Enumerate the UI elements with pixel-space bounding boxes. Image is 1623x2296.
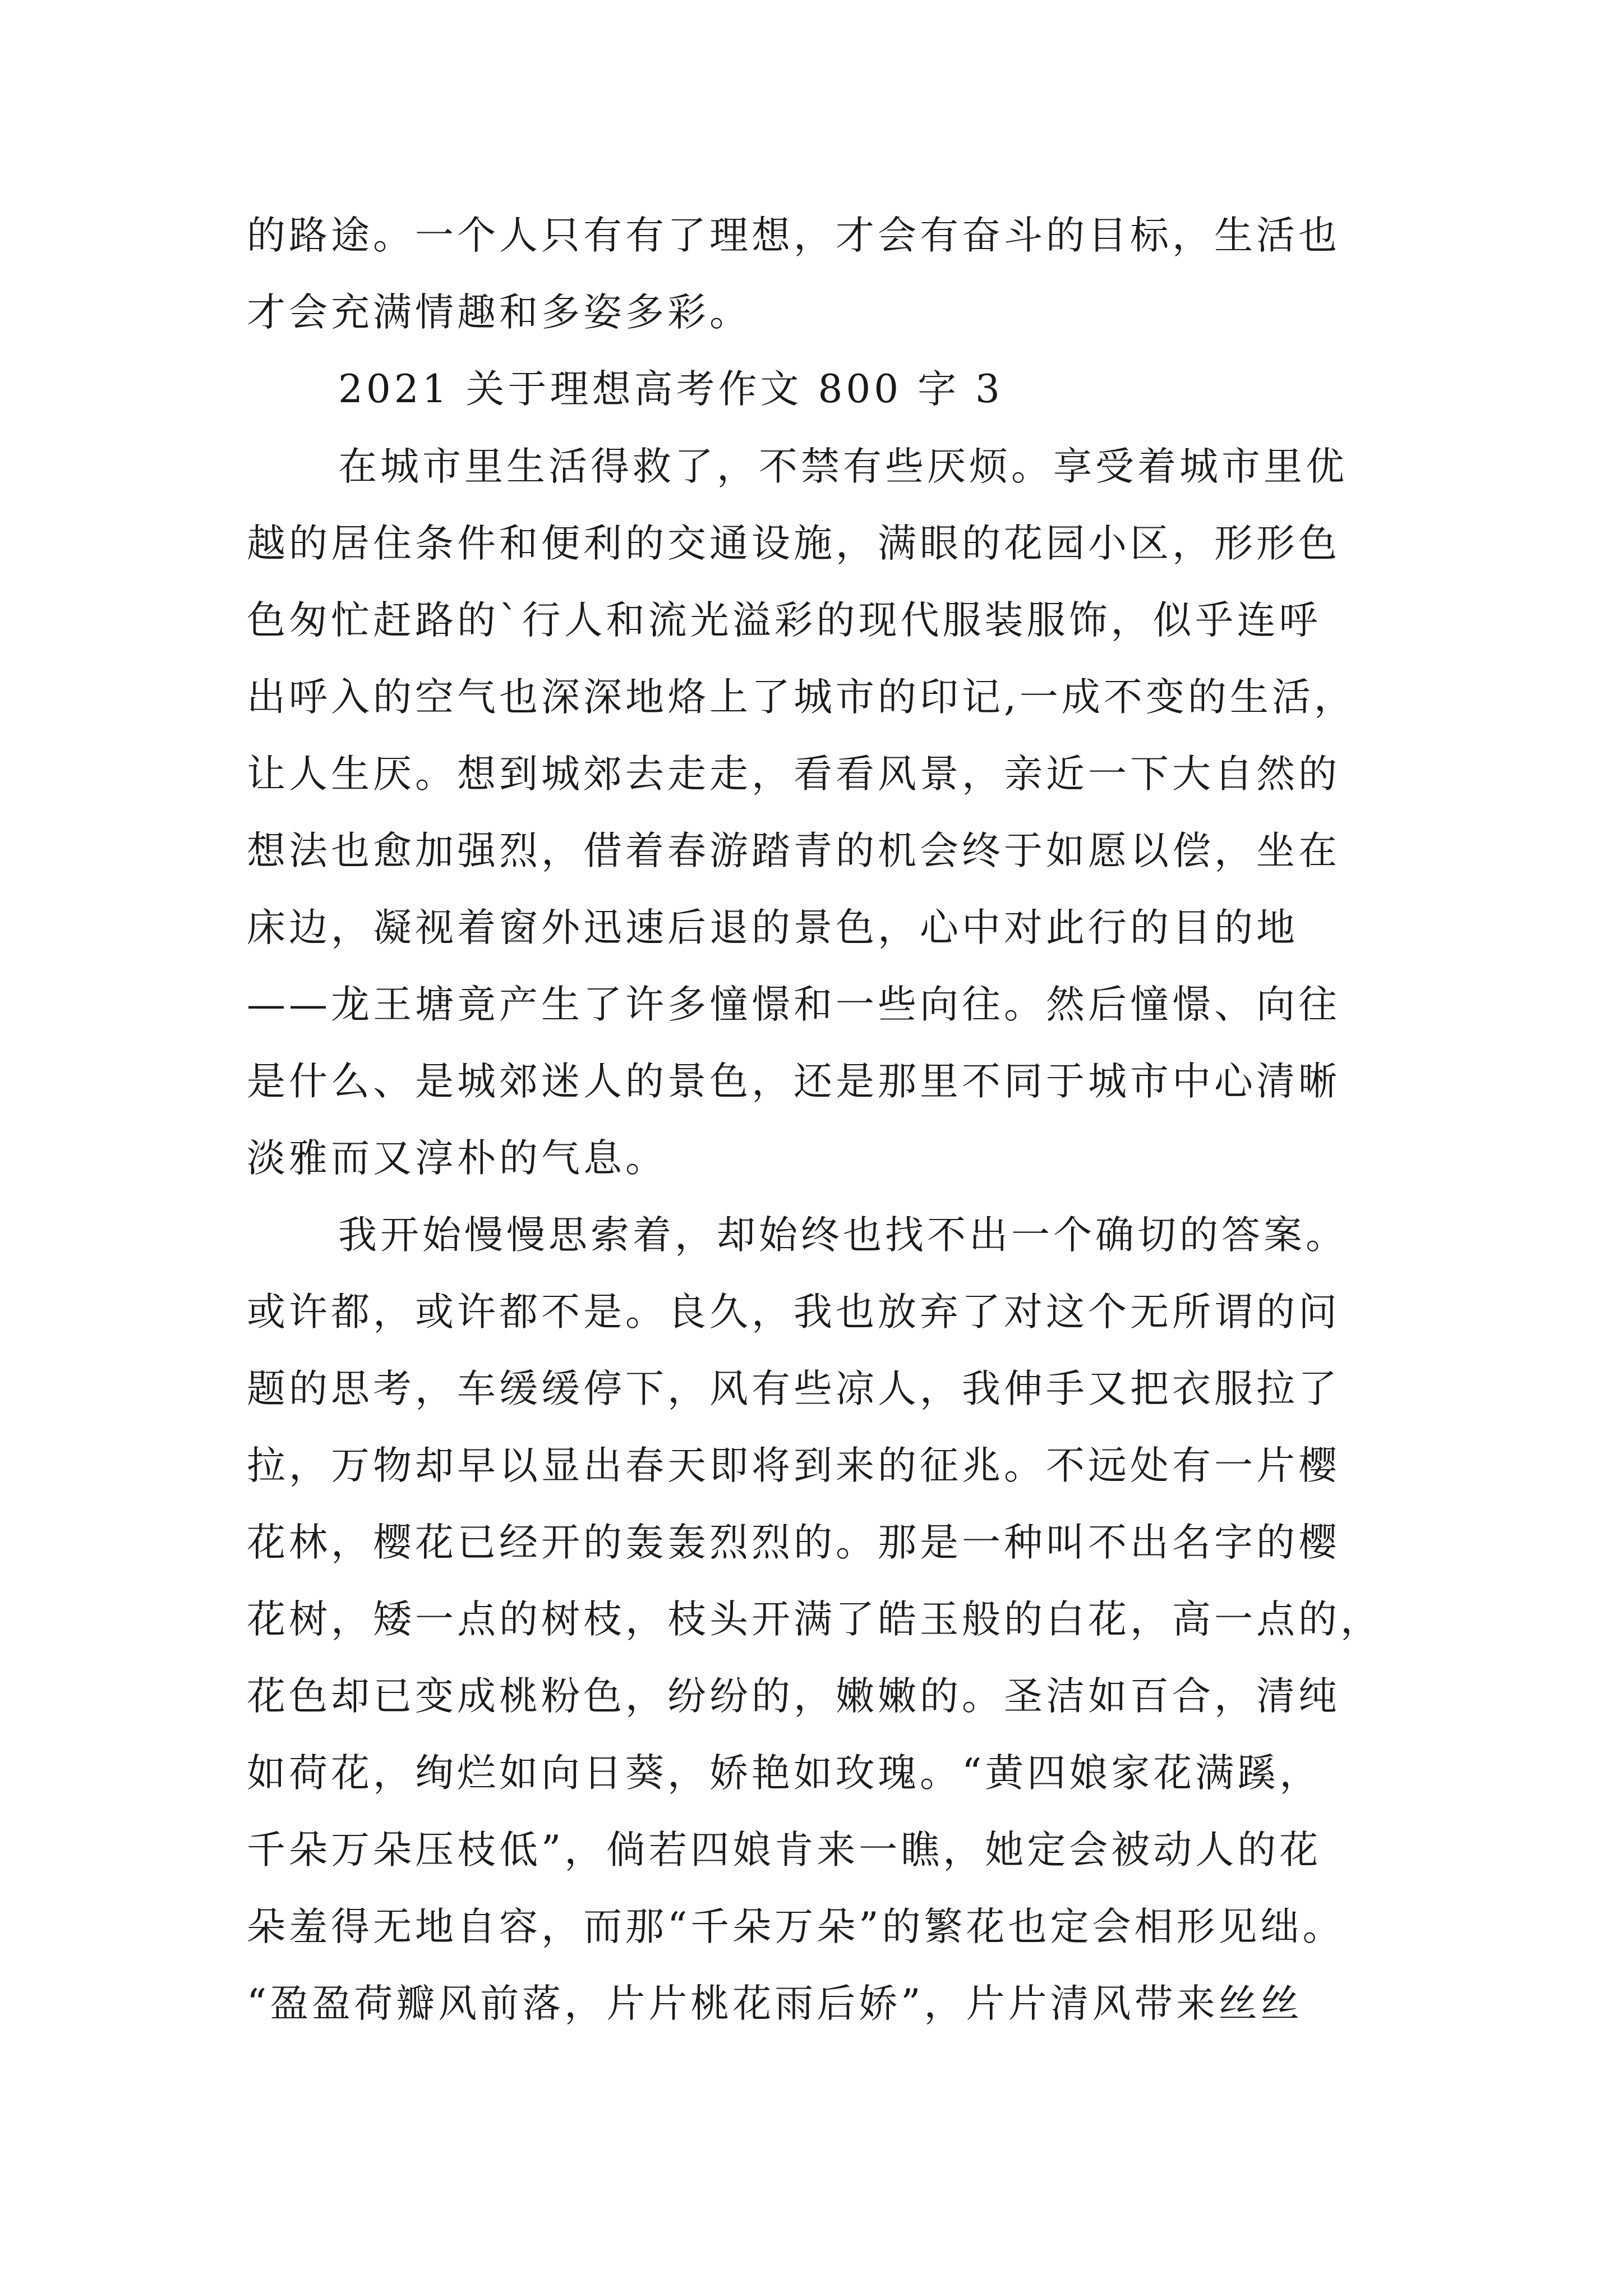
text-line: 想法也愈加强烈，借着春游踏青的机会终于如愿以偿，坐在	[247, 829, 1340, 873]
text-line: 的路途。一个人只有有了理想，才会有奋斗的目标，生活也	[247, 213, 1340, 258]
text-line: 出呼入的空气也深深地烙上了城市的印记,一成不变的生活，	[247, 675, 1356, 720]
text-line: “盈盈荷瓣风前落，片片桃花雨后娇”，片片清风带来丝丝	[247, 1981, 1303, 2026]
text-line: 花林，樱花已经开的轰轰烈烈的。那是一种叫不出名字的樱	[247, 1520, 1340, 1565]
text-line: 越的居住条件和便利的交通设施，满眼的花园小区，形形色	[247, 521, 1340, 566]
text-line: 淡雅而又淳朴的气息。	[247, 1136, 667, 1181]
text-line: 或许都，或许都不是。良久，我也放弃了对这个无所谓的问	[247, 1290, 1340, 1335]
text-line: 色匆忙赶路的`行人和流光溢彩的现代服装服饰，似乎连呼	[247, 598, 1321, 643]
text-line: 拉，万物却早以显出春天即将到来的征兆。不远处有一片樱	[247, 1443, 1340, 1488]
text-line: 床边，凝视着窗外迅速后退的景色，心中对此行的目的地	[247, 905, 1298, 950]
text-line: 花色却已变成桃粉色，纷纷的，嫩嫩的。圣洁如百合，清纯	[247, 1674, 1340, 1719]
text-line: 才会充满情趣和多姿多彩。	[247, 290, 751, 335]
text-line: 我开始慢慢思索着，却始终也找不出一个确切的答案。	[338, 1213, 1348, 1258]
text-line: 朵羞得无地自容，而那“千朵万朵”的繁花也定会相形见绌。	[247, 1904, 1345, 1949]
section-heading: 2021 关于理想高考作文 800 字 3	[338, 367, 1003, 412]
text-line: 题的思考，车缓缓停下，风有些凉人，我伸手又把衣服拉了	[247, 1366, 1340, 1411]
text-line: 如荷花，绚烂如向日葵，娇艳如玫瑰。“黄四娘家花满蹊，	[247, 1751, 1322, 1796]
text-line: 让人生厌。想到城郊去走走，看看风景，亲近一下大自然的	[247, 752, 1340, 797]
text-line: 千朵万朵压枝低”，倘若四娘肯来一瞧，她定会被动人的花	[247, 1828, 1322, 1872]
text-line: 花树，矮一点的树枝，枝头开满了皓玉般的白花，高一点的，	[247, 1597, 1382, 1642]
text-line: ——龙王塘竟产生了许多憧憬和一些向往。然后憧憬、向往	[247, 982, 1340, 1027]
text-line: 是什么、是城郊迷人的景色，还是那里不同于城市中心清晰	[247, 1059, 1340, 1104]
text-line: 在城市里生活得救了，不禁有些厌烦。享受着城市里优	[338, 444, 1348, 489]
